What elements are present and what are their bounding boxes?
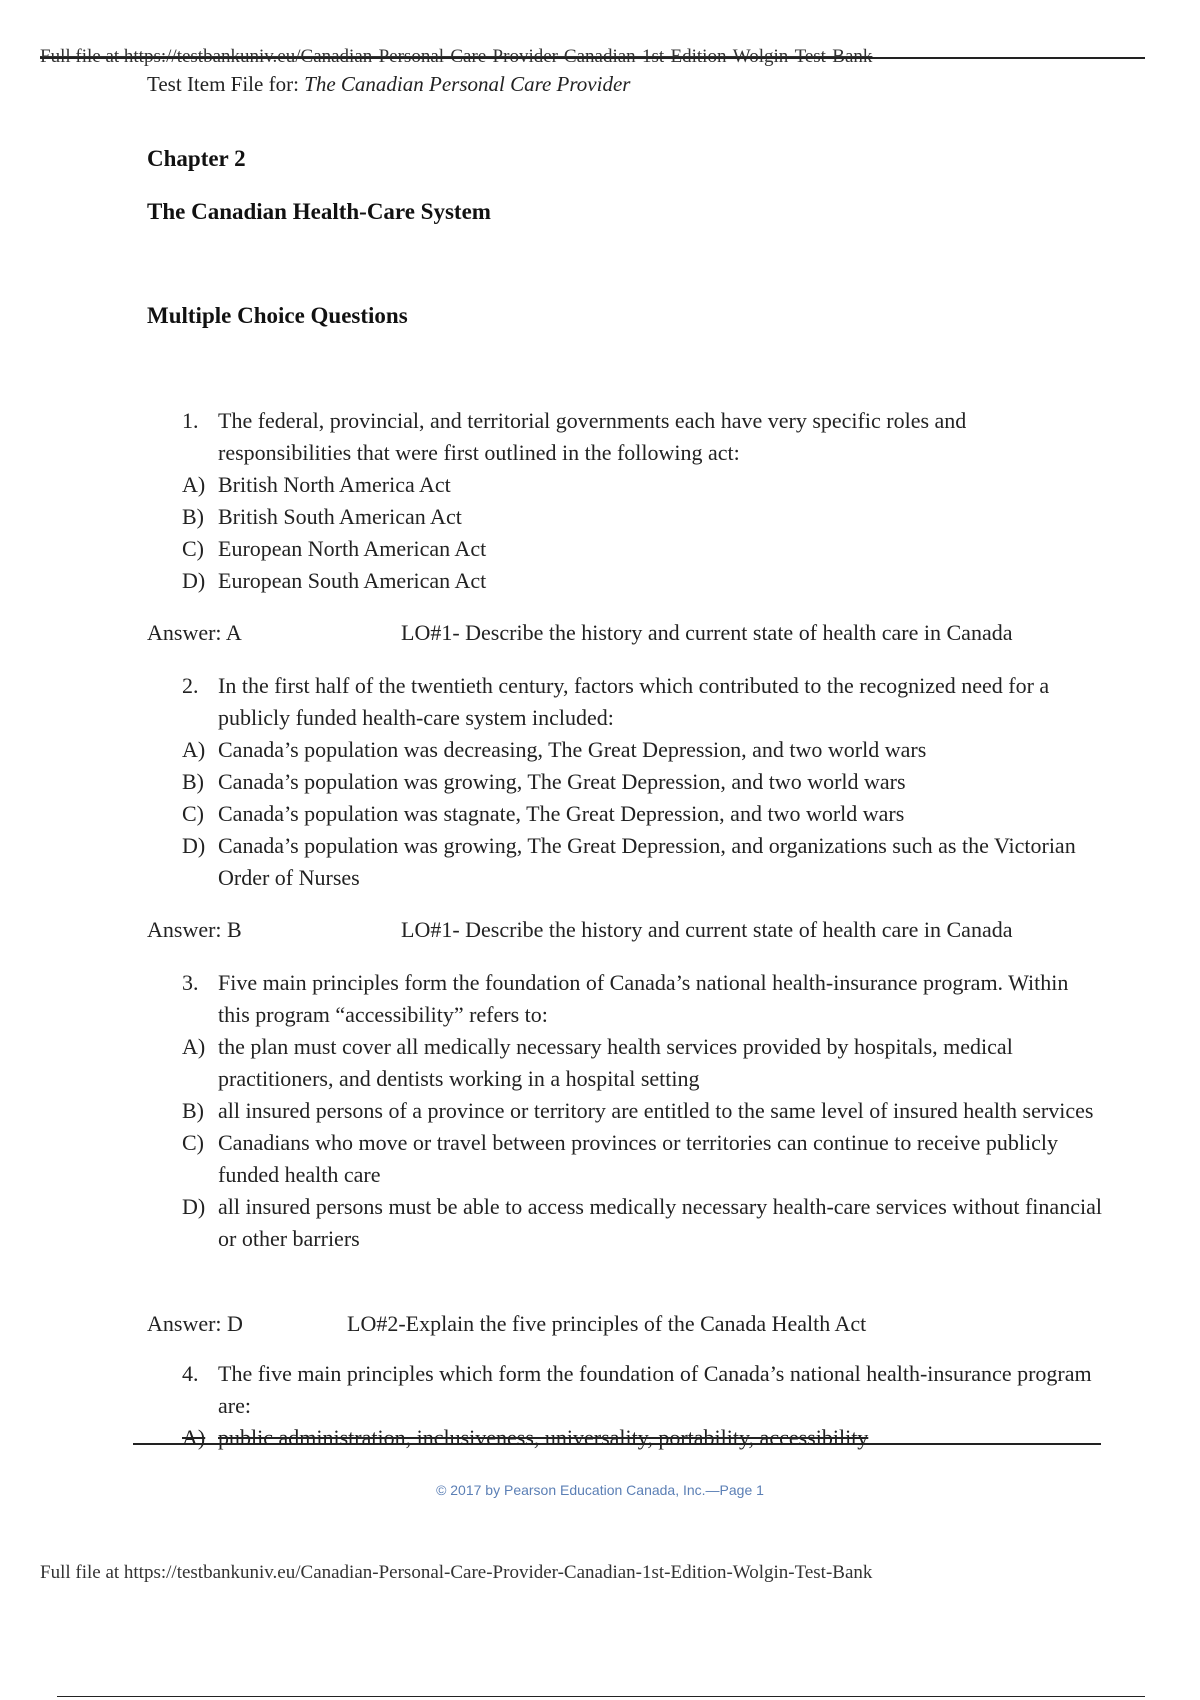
option-marker: D) [182, 1194, 206, 1219]
question-text: Five main principles form the foundation of Canada’s national health-insurance program. Within this program “accessibility” refers to: [218, 970, 1069, 1027]
option-text: British South American Act [218, 504, 462, 529]
option-text: Canada’s population was growing, The Great Depression, and two world wars [218, 769, 906, 794]
section-title: Multiple Choice Questions [147, 303, 408, 328]
option-c [182, 1127, 1102, 1191]
option-a [182, 469, 1102, 501]
option-marker: A) [182, 1034, 206, 1059]
page-edge-rule [57, 1696, 1145, 1697]
header-book-title: The Canadian Personal Care Provider [304, 72, 631, 96]
option-marker: C) [182, 1130, 204, 1155]
top-source-url: Full file at https://testbankuniv.eu/Canadian-Personal-Care-Provider-Canadian-1st-Edition-Wolgin-Test-Bank [40, 46, 873, 67]
option-text: the plan must cover all medically necessary health services provided by hospitals, medical practitioners, and dentists working in a hospital setting [218, 1034, 1013, 1091]
option-text: Canada’s population was stagnate, The Great Depression, and two world wars [218, 801, 905, 826]
question-number: 1. [182, 408, 199, 433]
option-d [182, 1191, 1102, 1255]
page-header [147, 72, 630, 97]
option-b [182, 766, 1102, 798]
option-text: Canada’s population was growing, The Great Depression, and organizations such as the Victorian Order of Nurses [218, 833, 1076, 890]
option-a [182, 1031, 1102, 1095]
learning-objective-2: LO#1- Describe the history and current state of health care in Canada [401, 917, 1013, 942]
question-number: 4. [182, 1361, 199, 1386]
answer-2: Answer: B [147, 917, 242, 942]
question-stem [182, 670, 1102, 734]
option-marker: A) [182, 737, 206, 762]
question-2 [182, 670, 1102, 894]
option-b [182, 501, 1102, 533]
question-text: The five main principles which form the foundation of Canada’s national health-insurance program are: [218, 1361, 1092, 1418]
chapter-number: Chapter 2 [147, 146, 246, 171]
question-number: 3. [182, 970, 199, 995]
option-a [182, 1422, 1102, 1454]
option-text: Canadians who move or travel between provinces or territories can continue to receive publicly funded health care [218, 1130, 1058, 1187]
option-marker: B) [182, 1098, 204, 1123]
option-d [182, 565, 1102, 597]
option-text: public administration, inclusiveness, universality, portability, accessibility [218, 1425, 869, 1450]
question-text: In the first half of the twentieth century, factors which contributed to the recognized need for a publicly funded health-care system included: [218, 673, 1050, 730]
option-text: Canada’s population was decreasing, The Great Depression, and two world wars [218, 737, 927, 762]
option-marker: C) [182, 801, 204, 826]
learning-objective-1: LO#1- Describe the history and current state of health care in Canada [401, 620, 1013, 645]
footer-copyright: © 2017 by Pearson Education Canada, Inc.—Page 1 [436, 1482, 764, 1498]
header-prefix: Test Item File for: [147, 72, 305, 96]
question-stem [182, 967, 1102, 1031]
option-marker: C) [182, 536, 204, 561]
question-3 [182, 967, 1102, 1255]
option-text: all insured persons of a province or territory are entitled to the same level of insured health services [218, 1098, 1094, 1123]
option-a [182, 734, 1102, 766]
option-text: British North America Act [218, 472, 451, 497]
option-c [182, 533, 1102, 565]
option-text: European North American Act [218, 536, 487, 561]
chapter-title: The Canadian Health-Care System [147, 199, 491, 224]
question-number: 2. [182, 673, 199, 698]
bottom-source-url: Full file at https://testbankuniv.eu/Canadian-Personal-Care-Provider-Canadian-1st-Edition-Wolgin-Test-Bank [40, 1562, 873, 1583]
option-marker: A) [182, 472, 206, 497]
top-rule [40, 57, 1145, 59]
learning-objective-3: LO#2-Explain the five principles of the Canada Health Act [347, 1311, 867, 1336]
bottom-rule [133, 1443, 1101, 1445]
option-marker: B) [182, 504, 204, 529]
option-marker: B) [182, 769, 204, 794]
option-c [182, 798, 1102, 830]
option-b [182, 1095, 1102, 1127]
option-marker: D) [182, 568, 206, 593]
question-stem [182, 1358, 1102, 1422]
option-marker: D) [182, 833, 206, 858]
option-d [182, 830, 1102, 894]
option-marker: A) [182, 1425, 206, 1450]
question-text: The federal, provincial, and territorial governments each have very specific roles and responsibilities that were first outlined in the following act: [218, 408, 967, 465]
answer-1: Answer: A [147, 620, 242, 645]
option-text: European South American Act [218, 568, 487, 593]
question-4 [182, 1358, 1102, 1454]
answer-3: Answer: D [147, 1311, 243, 1336]
question-stem [182, 405, 1102, 469]
question-1 [182, 405, 1102, 597]
option-text: all insured persons must be able to access medically necessary health-care services without financial or other barriers [218, 1194, 1102, 1251]
